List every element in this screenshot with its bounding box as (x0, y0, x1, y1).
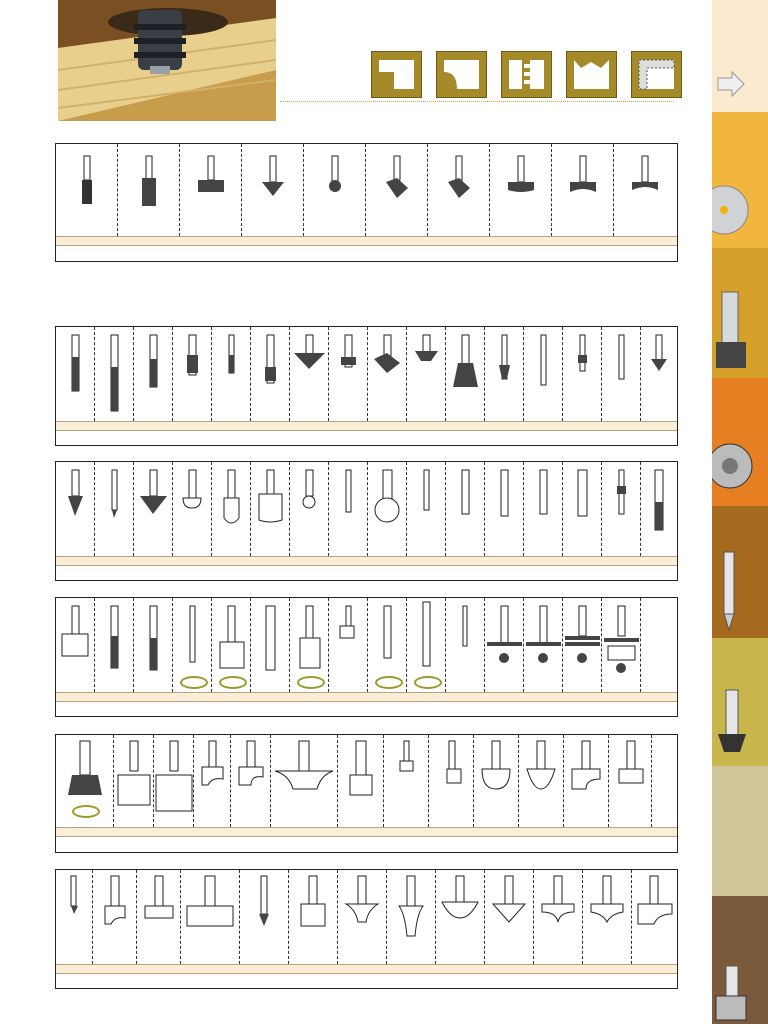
ring-icon (72, 805, 100, 818)
ring-icon (180, 676, 208, 689)
router-bit-table-6 (55, 869, 678, 989)
cutter-head-tab[interactable] (712, 248, 768, 378)
profile-icon-row (371, 51, 682, 98)
router-bit-table-5 (55, 734, 678, 853)
profile-knife-tab[interactable] (712, 896, 768, 1024)
disc-cutter-tab[interactable] (712, 378, 768, 506)
router-bit-tab[interactable] (712, 638, 768, 766)
arrow-tab[interactable] (712, 0, 768, 112)
router-cutter-photo (58, 0, 276, 121)
ring-icon (219, 676, 247, 689)
round-over-profile-icon (436, 51, 487, 98)
router-bit-table-2 (55, 326, 678, 446)
router-bit-table-3 (55, 461, 678, 581)
router-bit-table-1 (55, 143, 678, 262)
ring-icon (375, 676, 403, 689)
category-tabs (712, 0, 768, 1024)
drill-bit-tab[interactable] (712, 506, 768, 638)
rounded-groove-profile-icon (566, 51, 617, 98)
rebate-profile-icon (371, 51, 422, 98)
router-bit-table-4 (55, 597, 678, 717)
header-divider (280, 101, 674, 102)
ring-icon (414, 676, 442, 689)
saw-blade-tab[interactable] (712, 112, 768, 248)
corner-frame-profile-icon (631, 51, 682, 98)
blank-tab[interactable] (712, 766, 768, 896)
finger-joint-profile-icon (501, 51, 552, 98)
ring-icon (297, 676, 325, 689)
